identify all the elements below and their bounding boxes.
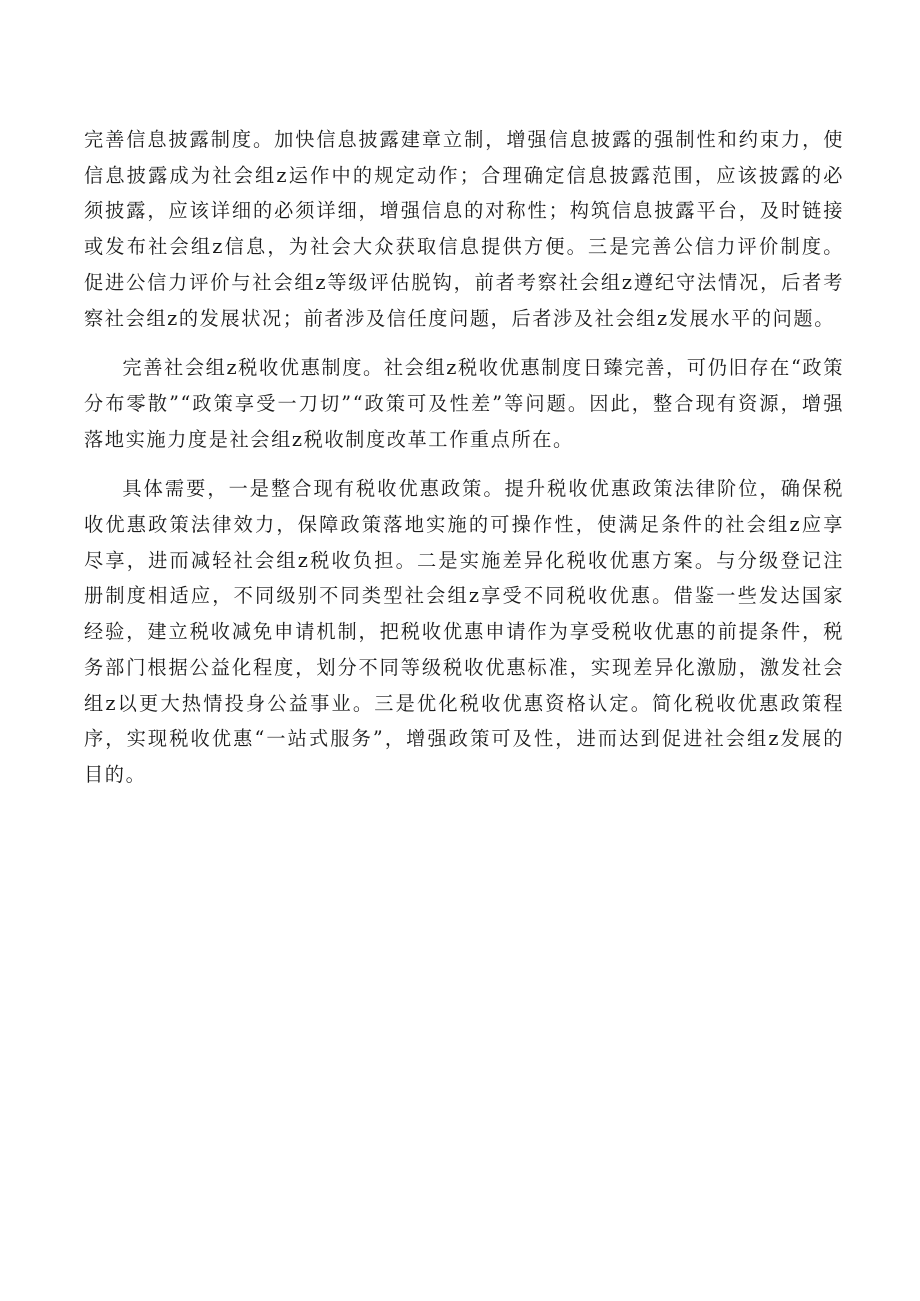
paragraph-tax-incentive: 完善社会组z税收优惠制度。社会组z税收优惠制度日臻完善，可仍旧存在“政策分布零散”“政策享受一刀切”“政策可及性差”等问题。因此，整合现有资源，增强落地实施力度是社会组z税收制度改革工作重点所在。 <box>84 356 844 451</box>
paragraph-specific-measures: 具体需要，一是整合现有税收优惠政策。提升税收优惠政策法律阶位，确保税收优惠政策法律效力，保障政策落地实施的可操作性，使满足条件的社会组z应享尽享，进而减轻社会组z税收负担。二是实施差异化税收优惠方案。与分级登记注册制度相适应，不同级别不同类型社会组z享受不同税收优惠。借鉴一些发达国家经验，建立税收减免申请机制，把税收优惠申请作为享受税收优惠的前提条件，税务部门根据公益化程度，划分不同等级税收优惠标准，实现差异化激励，激发社会组z以更大热情投身公益事业。三是优化税收优惠资格认定。简化税收优惠政策程序，实现税收优惠“一站式服务”，增强政策可及性，进而达到促进社会组z发展的目的。 <box>84 477 844 786</box>
document-body <box>84 122 844 793</box>
paragraph-disclosure: 完善信息披露制度。加快信息披露建章立制，增强信息披露的强制性和约束力，使信息披露成为社会组z运作中的规定动作；合理确定信息披露范围，应该披露的必须披露，应该详细的必须详细，增强信息的对称性；构筑信息披露平台，及时链接或发布社会组z信息，为社会大众获取信息提供方便。三是完善公信力评价制度。促进公信力评价与社会组z等级评估脱钩，前者考察社会组z遵纪守法情况，后者考察社会组z的发展状况；前者涉及信任度问题，后者涉及社会组z发展水平的问题。 <box>84 128 844 330</box>
